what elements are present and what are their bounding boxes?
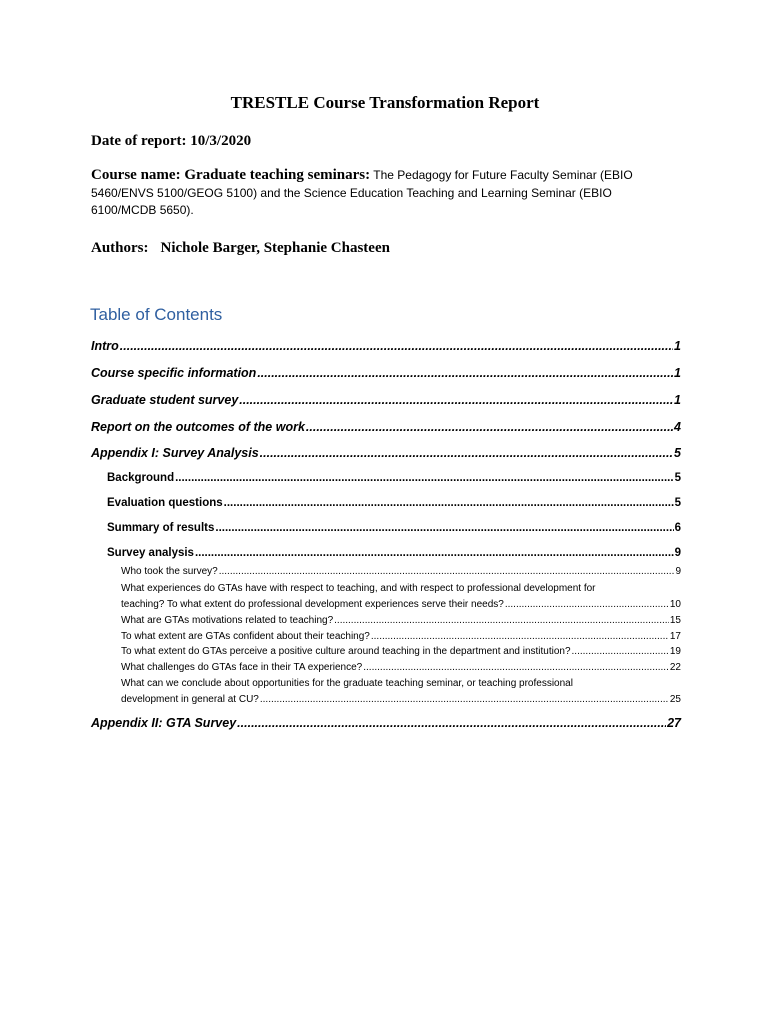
toc-entry-motivations[interactable] (121, 615, 681, 626)
toc-entry-title: Survey analysis (107, 547, 194, 559)
toc-entry-title: What are GTAs motivations related to teaching? (121, 615, 334, 626)
toc-entry-page: 5 (674, 497, 681, 509)
toc-leader (505, 599, 669, 610)
toc-entry-course-info[interactable] (91, 366, 681, 380)
authors-line (91, 240, 390, 257)
course-label: Course name: Graduate teaching seminars: (91, 167, 371, 183)
toc-entry-page: 10 (669, 599, 681, 610)
toc-entry-title: Appendix II: GTA Survey (91, 716, 237, 730)
course-info (91, 167, 681, 220)
toc-leader (195, 547, 674, 559)
toc-entry-experiences-line-1[interactable]: What experiences do GTAs have with respect to teaching, and with respect to professional development for (121, 583, 596, 594)
toc-entry-page: 9 (675, 566, 681, 577)
toc-entry-appendix-1[interactable] (91, 446, 681, 460)
toc-leader (175, 472, 674, 484)
toc-entry-page: 4 (674, 420, 681, 434)
toc-entry-page: 19 (669, 646, 681, 657)
toc-entry-page: 1 (674, 393, 681, 407)
toc-entry-title: Summary of results (107, 522, 215, 534)
toc-heading: Table of Contents (90, 305, 223, 324)
toc-entry-page: 22 (669, 662, 681, 673)
toc-leader (572, 646, 669, 657)
toc-entry-intro[interactable] (91, 339, 681, 353)
toc-entry-page: 25 (669, 694, 681, 705)
toc-entry-title: Evaluation questions (107, 497, 223, 509)
toc-leader (334, 615, 669, 626)
toc-entry-title: teaching? To what extent do professional development experiences serve their needs? (121, 599, 504, 610)
toc-entry-page: 27 (667, 716, 681, 730)
course-description-1: The Pedagogy for Future Faculty Seminar (EBIO (373, 168, 633, 182)
toc-leader (224, 497, 674, 509)
toc-entry-title: To what extent are GTAs confident about their teaching? (121, 631, 370, 642)
toc-entry-culture[interactable] (121, 646, 681, 657)
authors-names: Nichole Barger, Stephanie Chasteen (160, 240, 390, 256)
toc-entry-grad-survey[interactable] (91, 393, 681, 407)
toc-entry-title: Graduate student survey (91, 393, 239, 407)
toc-entry-challenges[interactable] (121, 662, 681, 673)
toc-leader (363, 662, 669, 673)
toc-entry-outcomes[interactable] (91, 420, 681, 434)
toc-entry-summary[interactable] (107, 522, 681, 534)
toc-entry-page: 15 (669, 615, 681, 626)
toc-entry-title: Report on the outcomes of the work (91, 420, 305, 434)
toc-leader (306, 420, 673, 434)
toc-entry-title: development in general at CU? (121, 694, 259, 705)
toc-leader (237, 716, 666, 730)
toc-entry-title: Course specific information (91, 366, 257, 380)
course-description-3: 6100/MCDB 5650). (91, 203, 194, 217)
course-description-2: 5460/ENVS 5100/GEOG 5100) and the Science Education Teaching and Learning Seminar (EBIO (91, 185, 612, 200)
toc-entry-page: 1 (674, 366, 681, 380)
toc-entry-who-took[interactable] (121, 566, 681, 577)
toc-entry-page: 17 (669, 631, 681, 642)
toc-entry-survey-analysis[interactable] (107, 547, 681, 559)
toc-entry-title: To what extent do GTAs perceive a positive culture around teaching in the department and institution? (121, 646, 571, 657)
toc-entry-appendix-2[interactable] (91, 716, 681, 730)
toc-entry-title: Intro (91, 339, 119, 353)
toc-leader (219, 566, 675, 577)
toc-entry-page: 5 (674, 472, 681, 484)
toc-leader (215, 522, 673, 534)
toc-entry-background[interactable] (107, 472, 681, 484)
report-title: TRESTLE Course Transformation Report (230, 93, 540, 112)
toc-leader (260, 446, 673, 460)
toc-entry-title: Appendix I: Survey Analysis (91, 446, 259, 460)
toc-leader (371, 631, 669, 642)
toc-entry-evaluation-questions[interactable] (107, 497, 681, 509)
toc-entry-title: What challenges do GTAs face in their TA experience? (121, 662, 363, 673)
toc-entry-confidence[interactable] (121, 631, 681, 642)
toc-entry-conclusion-line-1[interactable]: What can we conclude about opportunities for the graduate teaching seminar, or teaching professional (121, 678, 573, 689)
authors-label: Authors: (91, 240, 149, 256)
toc-leader (120, 339, 673, 353)
toc-entry-page: 6 (674, 522, 681, 534)
toc-entry-title: Who took the survey? (121, 566, 218, 577)
toc-leader (260, 694, 669, 705)
toc-entry-page: 1 (674, 339, 681, 353)
toc-entry-page: 9 (674, 547, 681, 559)
toc-entry-experiences[interactable] (121, 599, 681, 610)
toc-entry-page: 5 (674, 446, 681, 460)
toc-entry-title: Background (107, 472, 175, 484)
report-date: Date of report: 10/3/2020 (91, 133, 252, 149)
toc-leader (239, 393, 673, 407)
toc-leader (257, 366, 673, 380)
toc-entry-conclusion[interactable] (121, 694, 681, 705)
